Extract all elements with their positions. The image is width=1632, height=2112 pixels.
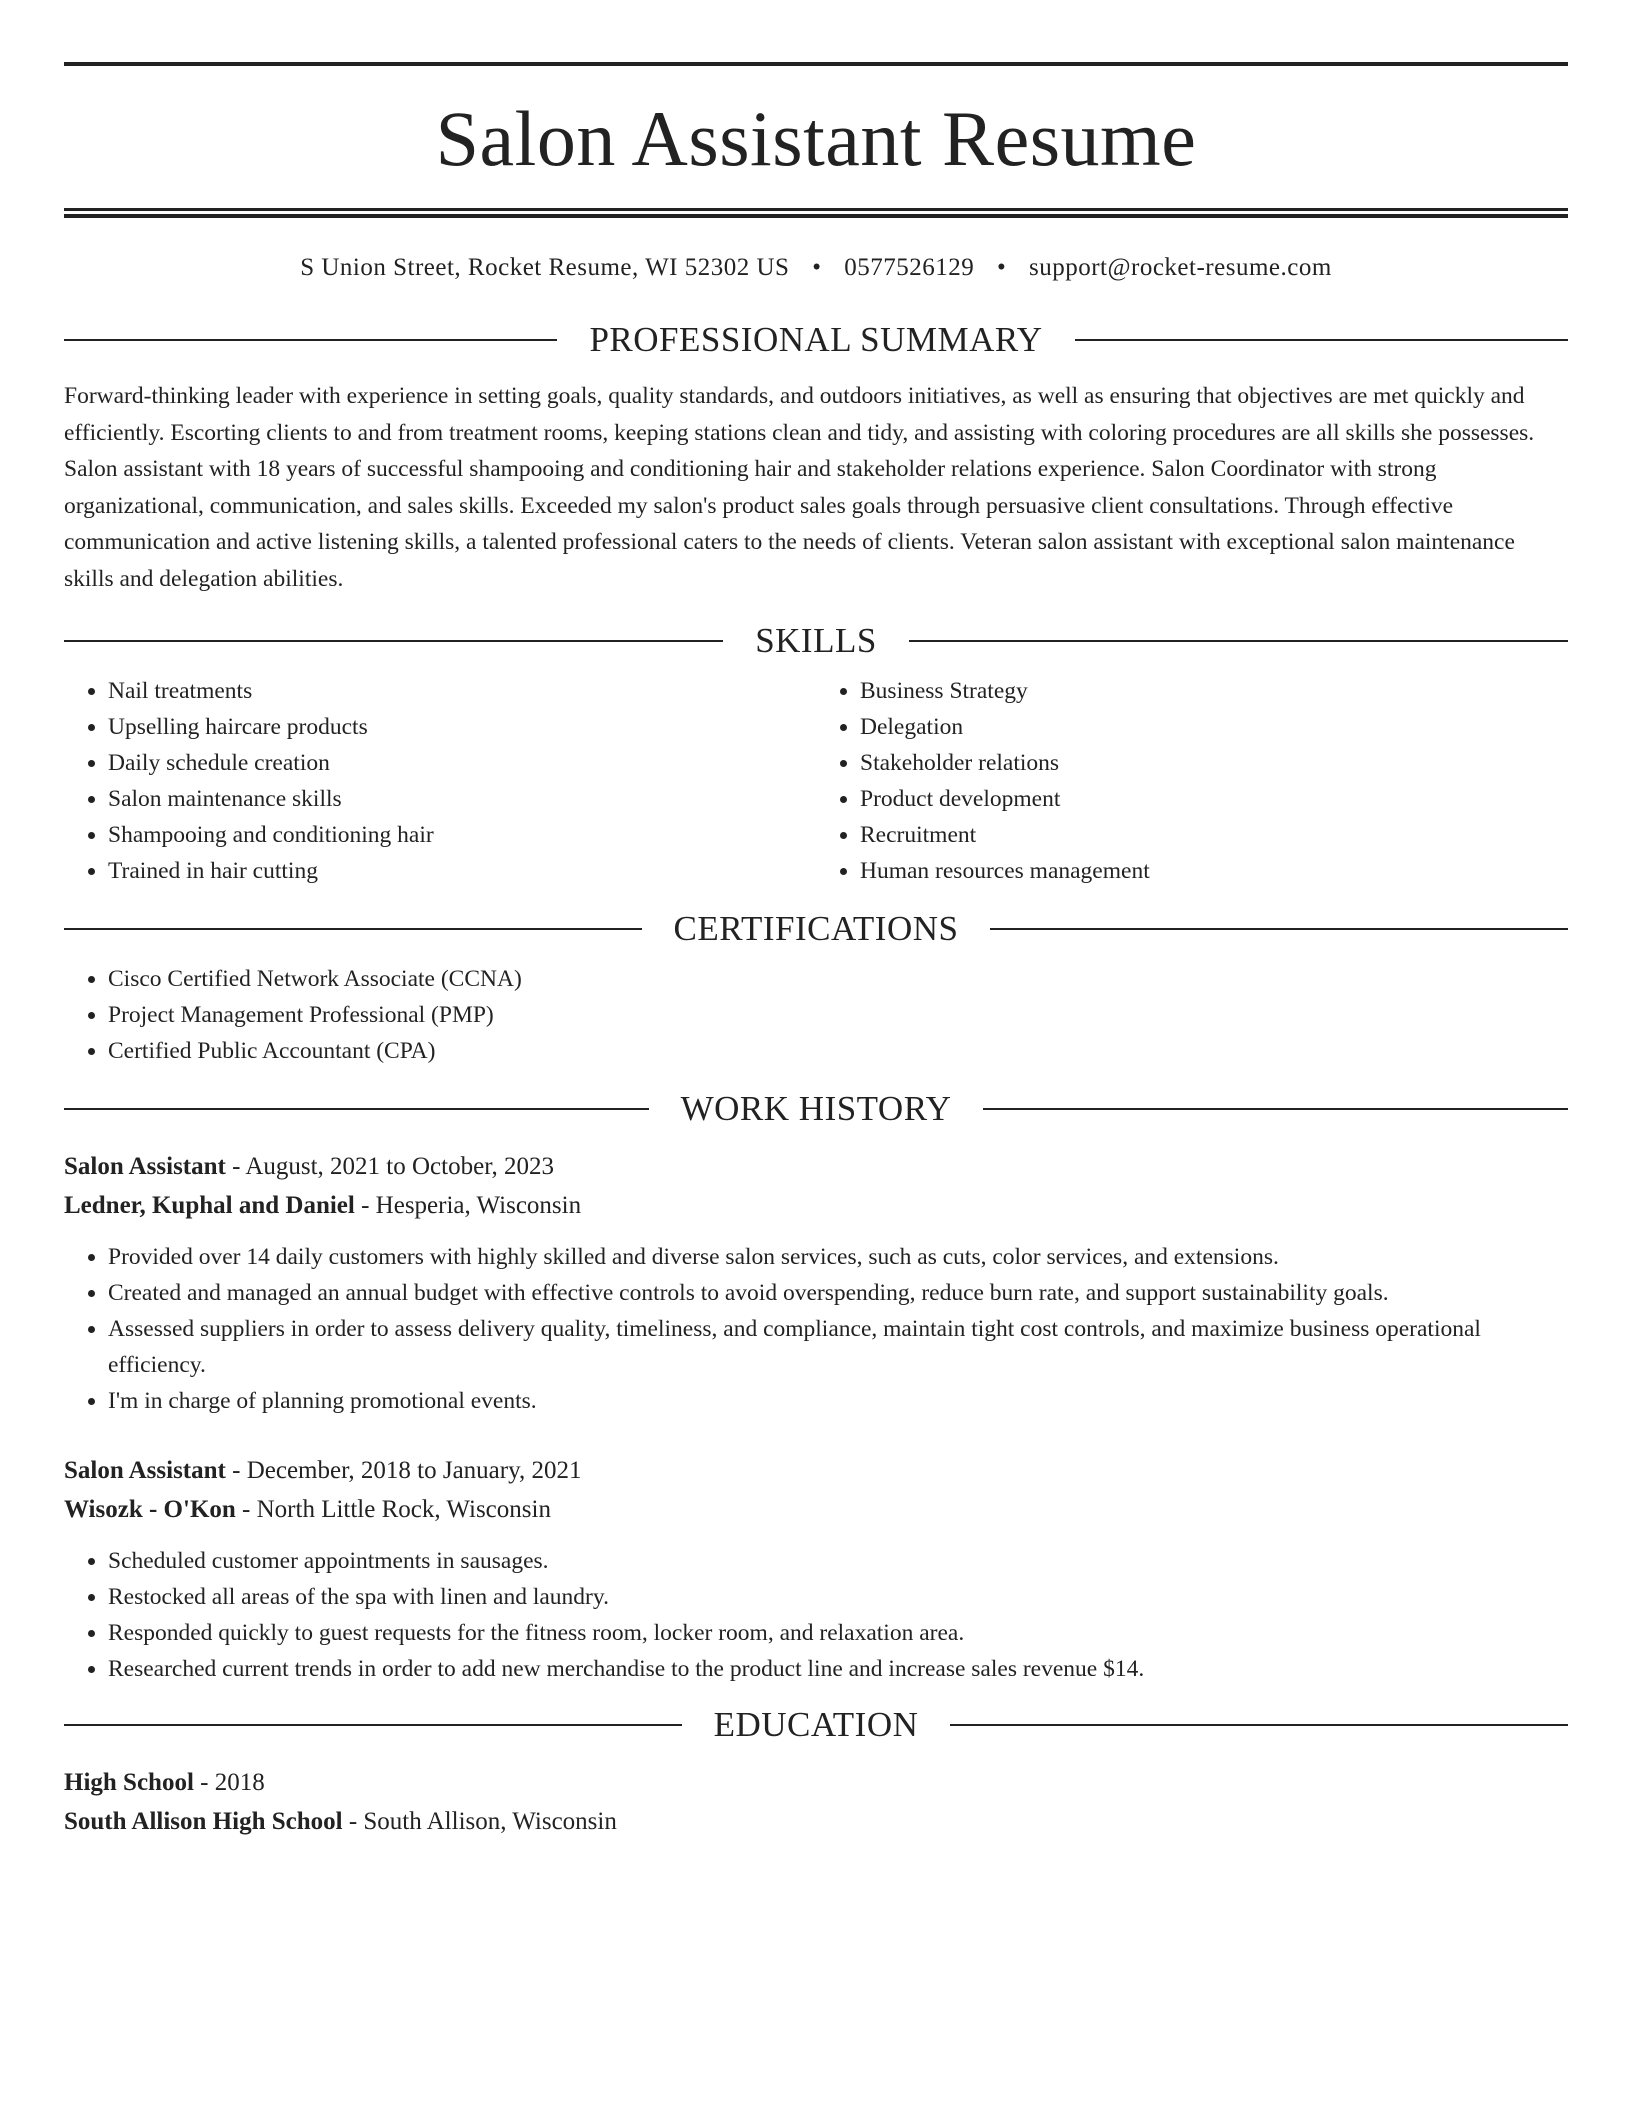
job-bullets (64, 1239, 1568, 1419)
skills-heading-label: SKILLS (755, 620, 877, 660)
education-entry (64, 1763, 1568, 1841)
education-year: - 2018 (193, 1768, 265, 1796)
job-title: Salon Assistant (64, 1152, 226, 1180)
skill-item: • Salon maintenance skills (108, 781, 816, 817)
job-location: - North Little Rock, Wisconsin (235, 1495, 551, 1523)
contact-line (64, 254, 1568, 282)
heading-rule-right (950, 1724, 1568, 1726)
job-title: Salon Assistant (64, 1456, 226, 1484)
job-bullet: • Responded quickly to guest requests for the fitness room, locker room, and relaxation area. (108, 1615, 1568, 1651)
skill-item: • Shampooing and conditioning hair (108, 817, 816, 853)
education-degree: High School (64, 1768, 194, 1796)
job-bullet: • I'm in charge of planning promotional events. (108, 1383, 1568, 1419)
skill-item: • Recruitment (860, 817, 1568, 853)
education-degree-line (64, 1763, 1568, 1802)
skills-heading (64, 621, 1568, 661)
skill-item: • Trained in hair cutting (108, 853, 816, 889)
education-school-line (64, 1802, 1568, 1841)
skill-item: • Nail treatments (108, 673, 816, 709)
skill-item: • Human resources management (860, 853, 1568, 889)
summary-heading-label: PROFESSIONAL SUMMARY (589, 320, 1043, 359)
certification-item: • Certified Public Accountant (CPA) (108, 1033, 1568, 1069)
job-dates: - December, 2018 to January, 2021 (225, 1456, 582, 1484)
job-bullet: • Assessed suppliers in order to assess delivery quality, timeliness, and compliance, maintain tight cost controls, and maximize business operational efficiency. (108, 1311, 1568, 1383)
job-bullet: • Provided over 14 daily customers with highly skilled and diverse salon services, such as cuts, color services, and extensions. (108, 1239, 1568, 1275)
skill-item: • Delegation (860, 709, 1568, 745)
job-bullets (64, 1543, 1568, 1687)
education-location: - South Allison, Wisconsin (342, 1807, 617, 1835)
education-school: South Allison High School (64, 1807, 343, 1835)
title-double-rule (64, 208, 1568, 218)
education-heading (64, 1705, 1568, 1745)
certification-item: • Cisco Certified Network Associate (CCNA) (108, 961, 1568, 997)
skill-item: • Stakeholder relations (860, 745, 1568, 781)
job-bullet: • Restocked all areas of the spa with linen and laundry. (108, 1579, 1568, 1615)
heading-rule-right (1075, 339, 1568, 341)
job-company: Ledner, Kuphal and Daniel (64, 1191, 355, 1219)
heading-rule-left (64, 1724, 682, 1726)
job-entry (64, 1147, 1568, 1419)
summary-text: Forward-thinking leader with experience in setting goals, quality standards, and outdoors initiatives, as well as ensuring that objectives are met quickly and efficiently. Escorting clients to and from treatment rooms, keeping stations clean and tidy, and assisting with coloring procedures are all skills she possesses. Salon assistant with 18 years of successful shampooing and conditioning hair and stakeholder relations experience. Salon Coordinator with strong organizational, communication, and sales skills. Exceeded my salon's product sales goals through persuasive client consultations. Through effective communication and active listening skills, a talented professional caters to the needs of clients. Veteran salon assistant with exceptional salon maintenance skills and delegation abilities. (64, 383, 1535, 592)
heading-rule-right (909, 640, 1568, 642)
job-title-line (64, 1451, 1568, 1490)
certifications-heading-label: CERTIFICATIONS (673, 908, 959, 948)
work-history-heading-label: WORK HISTORY (680, 1088, 952, 1128)
job-bullet: • Created and managed an annual budget with effective controls to avoid overspending, reduce burn rate, and support sustainability goals. (108, 1275, 1568, 1311)
job-company-line (64, 1186, 1568, 1225)
job-title-line (64, 1147, 1568, 1186)
job-company: Wisozk - O'Kon (64, 1495, 236, 1523)
contact-phone: 0577526129 (844, 254, 975, 281)
skill-item: • Product development (860, 781, 1568, 817)
top-rule (64, 62, 1568, 66)
skills-list-left (64, 673, 816, 889)
skills-list-right (816, 673, 1568, 889)
job-bullet: • Researched current trends in order to add new merchandise to the product line and increase sales revenue $14. (108, 1651, 1568, 1687)
heading-rule-left (64, 928, 642, 930)
job-entry (64, 1451, 1568, 1687)
certifications-heading (64, 909, 1568, 949)
skill-item: • Business Strategy (860, 673, 1568, 709)
heading-rule-right (983, 1108, 1568, 1110)
work-history-heading (64, 1089, 1568, 1129)
summary-heading (64, 320, 1568, 360)
contact-email: support@rocket-resume.com (1028, 254, 1332, 281)
contact-separator: • (996, 254, 1007, 281)
skills-grid (64, 661, 1568, 889)
heading-rule-left (64, 640, 723, 642)
job-company-line (64, 1490, 1568, 1529)
certifications-list (64, 961, 1568, 1069)
job-location: - Hesperia, Wisconsin (354, 1191, 582, 1219)
heading-rule-left (64, 1108, 649, 1110)
heading-rule-right (990, 928, 1568, 930)
contact-separator: • (812, 254, 822, 281)
skill-item: • Daily schedule creation (108, 745, 816, 781)
heading-rule-left (64, 339, 557, 341)
resume-title: Salon Assistant Resume (435, 95, 1197, 182)
education-heading-label: EDUCATION (713, 1704, 919, 1744)
contact-address: S Union Street, Rocket Resume, WI 52302 US (300, 254, 790, 281)
job-bullet: • Scheduled customer appointments in sausages. (108, 1543, 1568, 1579)
certification-item: • Project Management Professional (PMP) (108, 997, 1568, 1033)
skill-item: • Upselling haircare products (108, 709, 816, 745)
job-dates: - August, 2021 to October, 2023 (225, 1152, 555, 1180)
